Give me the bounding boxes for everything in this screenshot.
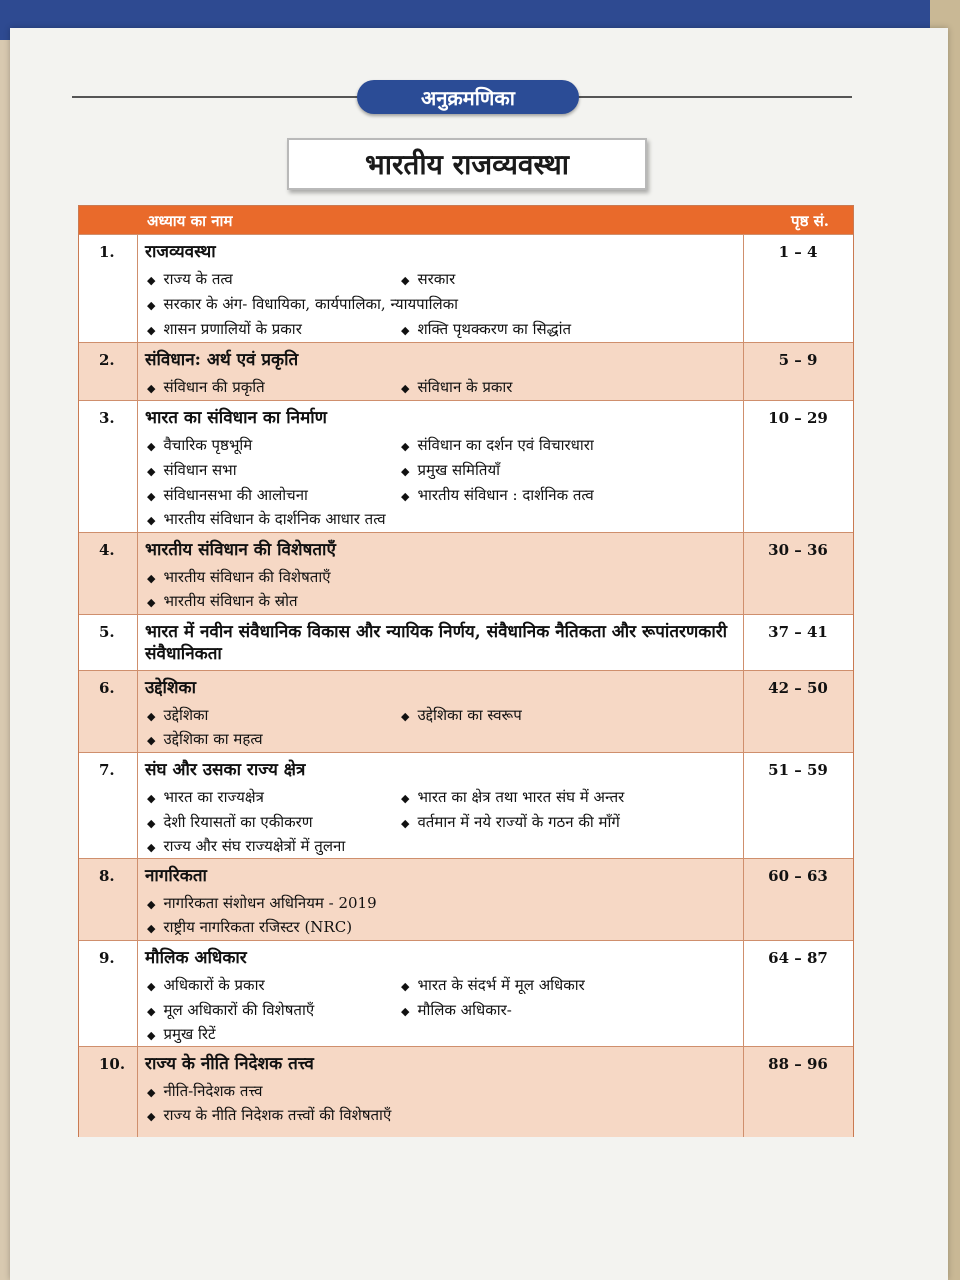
chapter-number: 5. xyxy=(99,623,115,641)
chapter-title: भारतीय संविधान की विशेषताएँ xyxy=(145,540,336,560)
chapter-number: 6. xyxy=(99,679,115,697)
table-row xyxy=(79,670,853,753)
list-item: ◆ भारतीय संविधान के स्रोत xyxy=(147,592,298,610)
chapter-pages: 10 – 29 xyxy=(768,409,828,427)
list-item: ◆ नीति-निदेशक तत्त्व xyxy=(147,1082,263,1100)
list-item: ◆ शासन प्रणालियों के प्रकार xyxy=(147,320,302,338)
chapter-title: संघ और उसका राज्य क्षेत्र xyxy=(145,760,306,780)
chapter-pages: 30 – 36 xyxy=(768,541,828,559)
table-header xyxy=(79,206,853,234)
chapter-number: 9. xyxy=(99,949,115,967)
list-item: ◆ सरकार xyxy=(401,270,456,288)
list-item: ◆ संविधान के प्रकार xyxy=(401,378,513,396)
table-row xyxy=(79,342,853,401)
chapter-pages: 37 – 41 xyxy=(768,623,828,641)
table-row xyxy=(79,1046,853,1137)
list-item: ◆ नागरिकता संशोधन अधिनियम - 2019 xyxy=(147,894,377,912)
list-item: ◆ देशी रियासतों का एकीकरण xyxy=(147,813,313,831)
chapter-pages: 60 – 63 xyxy=(768,867,828,885)
table-row xyxy=(79,400,853,533)
chapter-title: नागरिकता xyxy=(145,866,207,886)
list-item: ◆ भारतीय संविधान : दार्शनिक तत्व xyxy=(401,486,594,504)
list-item: ◆ मौलिक अधिकार- xyxy=(401,1001,512,1019)
table-row xyxy=(79,940,853,1047)
list-item: ◆ भारतीय संविधान की विशेषताएँ xyxy=(147,568,331,586)
list-item: ◆ राज्य के तत्व xyxy=(147,270,233,288)
list-item: ◆ राष्ट्रीय नागरिकता रजिस्टर (NRC) xyxy=(147,918,353,936)
chapter-pages: 64 – 87 xyxy=(768,949,828,967)
list-item: ◆ उद्देशिका का महत्व xyxy=(147,730,263,748)
list-item: ◆ राज्य के नीति निदेशक तत्त्वों की विशेषताएँ xyxy=(147,1106,392,1124)
chapter-number: 1. xyxy=(99,243,115,261)
chapter-title: भारत का संविधान का निर्माण xyxy=(145,408,327,428)
list-item: ◆ सरकार के अंग- विधायिका, कार्यपालिका, न्यायपालिका xyxy=(147,295,459,313)
chapter-pages: 88 – 96 xyxy=(768,1055,828,1073)
page-column-header: पृष्ठ सं. xyxy=(791,212,829,230)
list-item: ◆ शक्ति पृथक्करण का सिद्धांत xyxy=(401,320,572,338)
book-title: भारतीय राजव्यवस्था xyxy=(287,138,647,190)
index-label: अनुक्रमणिका xyxy=(357,80,579,114)
table-row xyxy=(79,234,853,343)
list-item: ◆ भारत के संदर्भ में मूल अधिकार xyxy=(401,976,585,994)
list-item: ◆ उद्देशिका xyxy=(147,706,209,724)
chapter-pages: 1 – 4 xyxy=(778,243,818,261)
table-row xyxy=(79,752,853,859)
chapter-pages: 42 – 50 xyxy=(768,679,828,697)
list-item: ◆ भारतीय संविधान के दार्शनिक आधार तत्व xyxy=(147,510,386,528)
list-item: ◆ अधिकारों के प्रकार xyxy=(147,976,265,994)
table-row xyxy=(79,858,853,941)
chapter-pages: 5 – 9 xyxy=(778,351,818,369)
chapter-pages: 51 – 59 xyxy=(768,761,828,779)
chapter-title: राज्य के नीति निदेशक तत्त्व xyxy=(145,1054,314,1074)
list-item: ◆ मूल अधिकारों की विशेषताएँ xyxy=(147,1001,315,1019)
list-item: ◆ वैचारिक पृष्ठभूमि xyxy=(147,436,253,454)
list-item: ◆ प्रमुख रिटें xyxy=(147,1025,216,1043)
list-item: ◆ उद्देशिका का स्वरूप xyxy=(401,706,522,724)
list-item: ◆ संविधान सभा xyxy=(147,461,237,479)
contents-table xyxy=(78,205,854,1137)
chapter-title: भारत में नवीन संवैधानिक विकास और न्यायिक निर्णय, संवैधानिक नैतिकता और रूपांतरणकारी संवैधानिकता xyxy=(145,622,728,664)
list-item: ◆ संविधानसभा की आलोचना xyxy=(147,486,308,504)
chapter-number: 7. xyxy=(99,761,115,779)
chapter-number: 4. xyxy=(99,541,115,559)
chapter-number: 2. xyxy=(99,351,115,369)
chapter-column-header: अध्याय का नाम xyxy=(147,212,233,230)
list-item: ◆ संविधान का दर्शन एवं विचारधारा xyxy=(401,436,594,454)
list-item: ◆ राज्य और संघ राज्यक्षेत्रों में तुलना xyxy=(147,837,346,855)
chapter-number: 3. xyxy=(99,409,115,427)
list-item: ◆ भारत का राज्यक्षेत्र xyxy=(147,788,264,806)
list-item: ◆ प्रमुख समितियाँ xyxy=(401,461,501,479)
chapter-title: राजव्यवस्था xyxy=(145,242,216,262)
chapter-number: 8. xyxy=(99,867,115,885)
chapter-title: संविधान: अर्थ एवं प्रकृति xyxy=(145,350,299,370)
list-item: ◆ भारत का क्षेत्र तथा भारत संघ में अन्तर xyxy=(401,788,625,806)
list-item: ◆ वर्तमान में नये राज्यों के गठन की माँगें xyxy=(401,813,620,831)
table-row xyxy=(79,614,853,671)
chapter-number: 10. xyxy=(99,1055,126,1073)
chapter-title: मौलिक अधिकार xyxy=(145,948,247,968)
table-row xyxy=(79,532,853,615)
chapter-title: उद्देशिका xyxy=(145,678,196,698)
list-item: ◆ संविधान की प्रकृति xyxy=(147,378,265,396)
